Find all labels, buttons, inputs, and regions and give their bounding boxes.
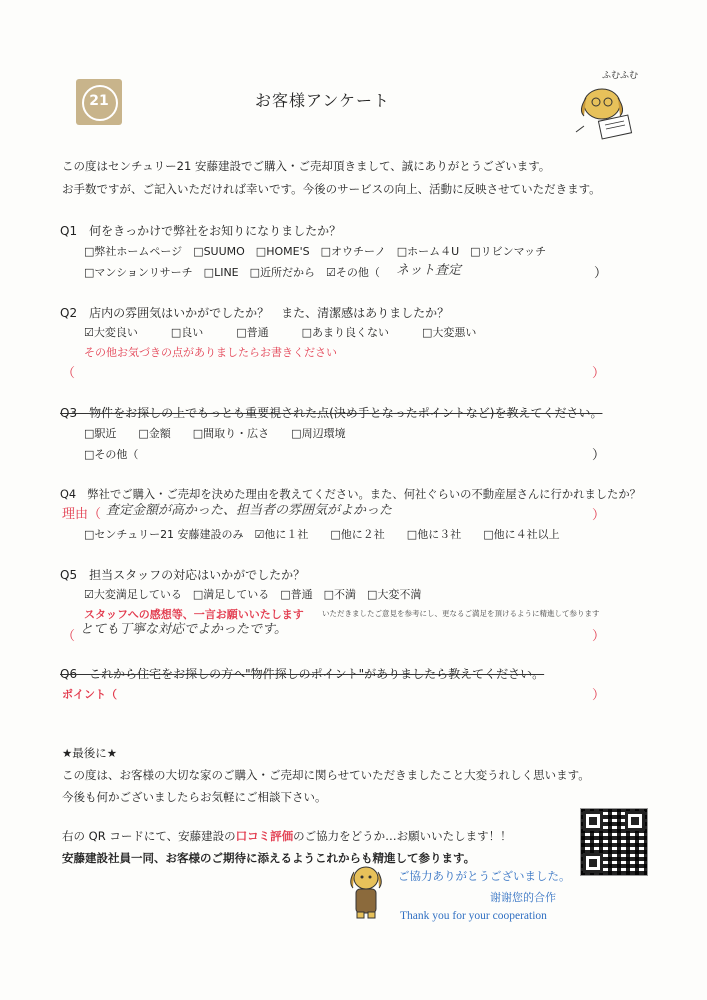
qr-code[interactable] [580,808,648,876]
closing-line-1: この度は、お客様の大切な家のご購入・ご売却に関らせていただきましたこと大変うれしく思います。 [62,768,590,782]
q3-options[interactable]: □駅近 □金額 □間取り・広さ □周辺環境 [84,427,346,440]
intro-line-1: この度はセンチュリー21 安藤建設でご購入・ご売却頂きまして、誠にありがとうございます。 [62,159,551,173]
q4-reason-label: 理由（ [62,507,102,522]
closing-line-2: 今後も何かございましたらお気軽にご相談下さい。 [62,790,327,804]
page-title: お客様アンケート [255,91,391,110]
q1-paren-close: ） [594,266,608,281]
staff-message: 安藤建設社員一同、お客様のご期待に添えるようこれからも精進して参ります。 [62,851,476,865]
dog-mascot-bottom [344,862,388,920]
q6-point-label: ポイント（ [62,688,117,701]
review-highlight: 口コミ評価 [235,829,294,843]
qr-request-line: 右の QR コードにて、安藤建設の口コミ評価のご協力をどうか…お願いいたします！！ [62,829,512,843]
q5-paren-open: （ [62,629,76,644]
q1-options-row2[interactable]: □マンションリサーチ □LINE □近所だから ☑その他（ [84,266,380,279]
century21-logo: 21 [76,79,122,125]
mascot-caption: ふむふむ [602,71,639,81]
q3-other[interactable]: □その他（ [84,448,139,461]
q5-label: Q5 担当スタッフの対応はいかがでしたか？ [60,568,306,582]
q5-comment-prompt: スタッフへの感想等、一言お願いいたします [84,608,304,621]
q2-paren-open: （ [62,366,76,381]
q2-label: Q2 店内の雰囲気はいかがでしたか？ また、清潔感はありましたか？ [60,306,450,320]
q1-label: Q1 何をきっかけで弊社をお知りになりましたか？ [60,224,342,238]
q2-options[interactable]: ☑大変良い □良い □普通 □あまり良くない □大変悪い [84,326,477,339]
q4-reason-close: ） [592,508,606,523]
q2-paren-close: ） [592,366,606,381]
closing-heading: ★最後に★ [62,746,118,760]
intro-line-2: お手数ですが、ご記入いただければ幸いです。今後のサービスの向上、活動に反映させていただきます。 [62,182,601,196]
q5-note: いただきましたご意見を参考にし、更なるご満足を頂けるように精進して参ります [322,609,600,618]
q3-paren-close: ） [592,448,606,463]
q1-other-answer[interactable]: ネット査定 [396,263,462,278]
thanks-english: Thank you for your cooperation [400,910,547,922]
q4-label: Q4 弊社でご購入・ご売却を決めた理由を教えてください。また、何社ぐらいの不動産屋さんに行かれましたか？ [60,488,641,501]
q5-paren-close: ） [592,629,606,644]
q5-options[interactable]: ☑大変満足している □満足している □普通 □不満 □大変不満 [84,588,422,601]
q2-comment-prompt: その他お気づきの点がありましたらお書きください [84,346,337,359]
q6-paren-close: ） [592,688,606,703]
q6-label: Q6 これから住宅をお探しの方へ"物件探しのポイント"がありましたら教えてください。 [60,667,545,681]
thanks-chinese: 谢谢您的合作 [490,891,556,904]
q3-label: Q3 物件をお探しの上でもっとも重要視された点(決め手となったポイントなど)を教えてください。 [60,406,603,420]
thanks-japanese: ご協力ありがとうございました。 [398,869,571,883]
q4-reason-answer[interactable]: 査定金額が高かった、担当者の雰囲気がよかった [106,503,393,518]
q4-options[interactable]: □センチュリー21 安藤建設のみ ☑他に１社 □他に２社 □他に３社 □他に４社以上 [84,528,560,541]
dog-mascot-illustration [572,80,644,142]
q5-comment-answer[interactable]: とても丁寧な対応でよかったです。 [80,622,287,637]
q1-options-row1[interactable]: □弊社ホームページ □SUUMO □HOME'S □オウチーノ □ホーム４U □リビンマッチ [84,245,547,258]
